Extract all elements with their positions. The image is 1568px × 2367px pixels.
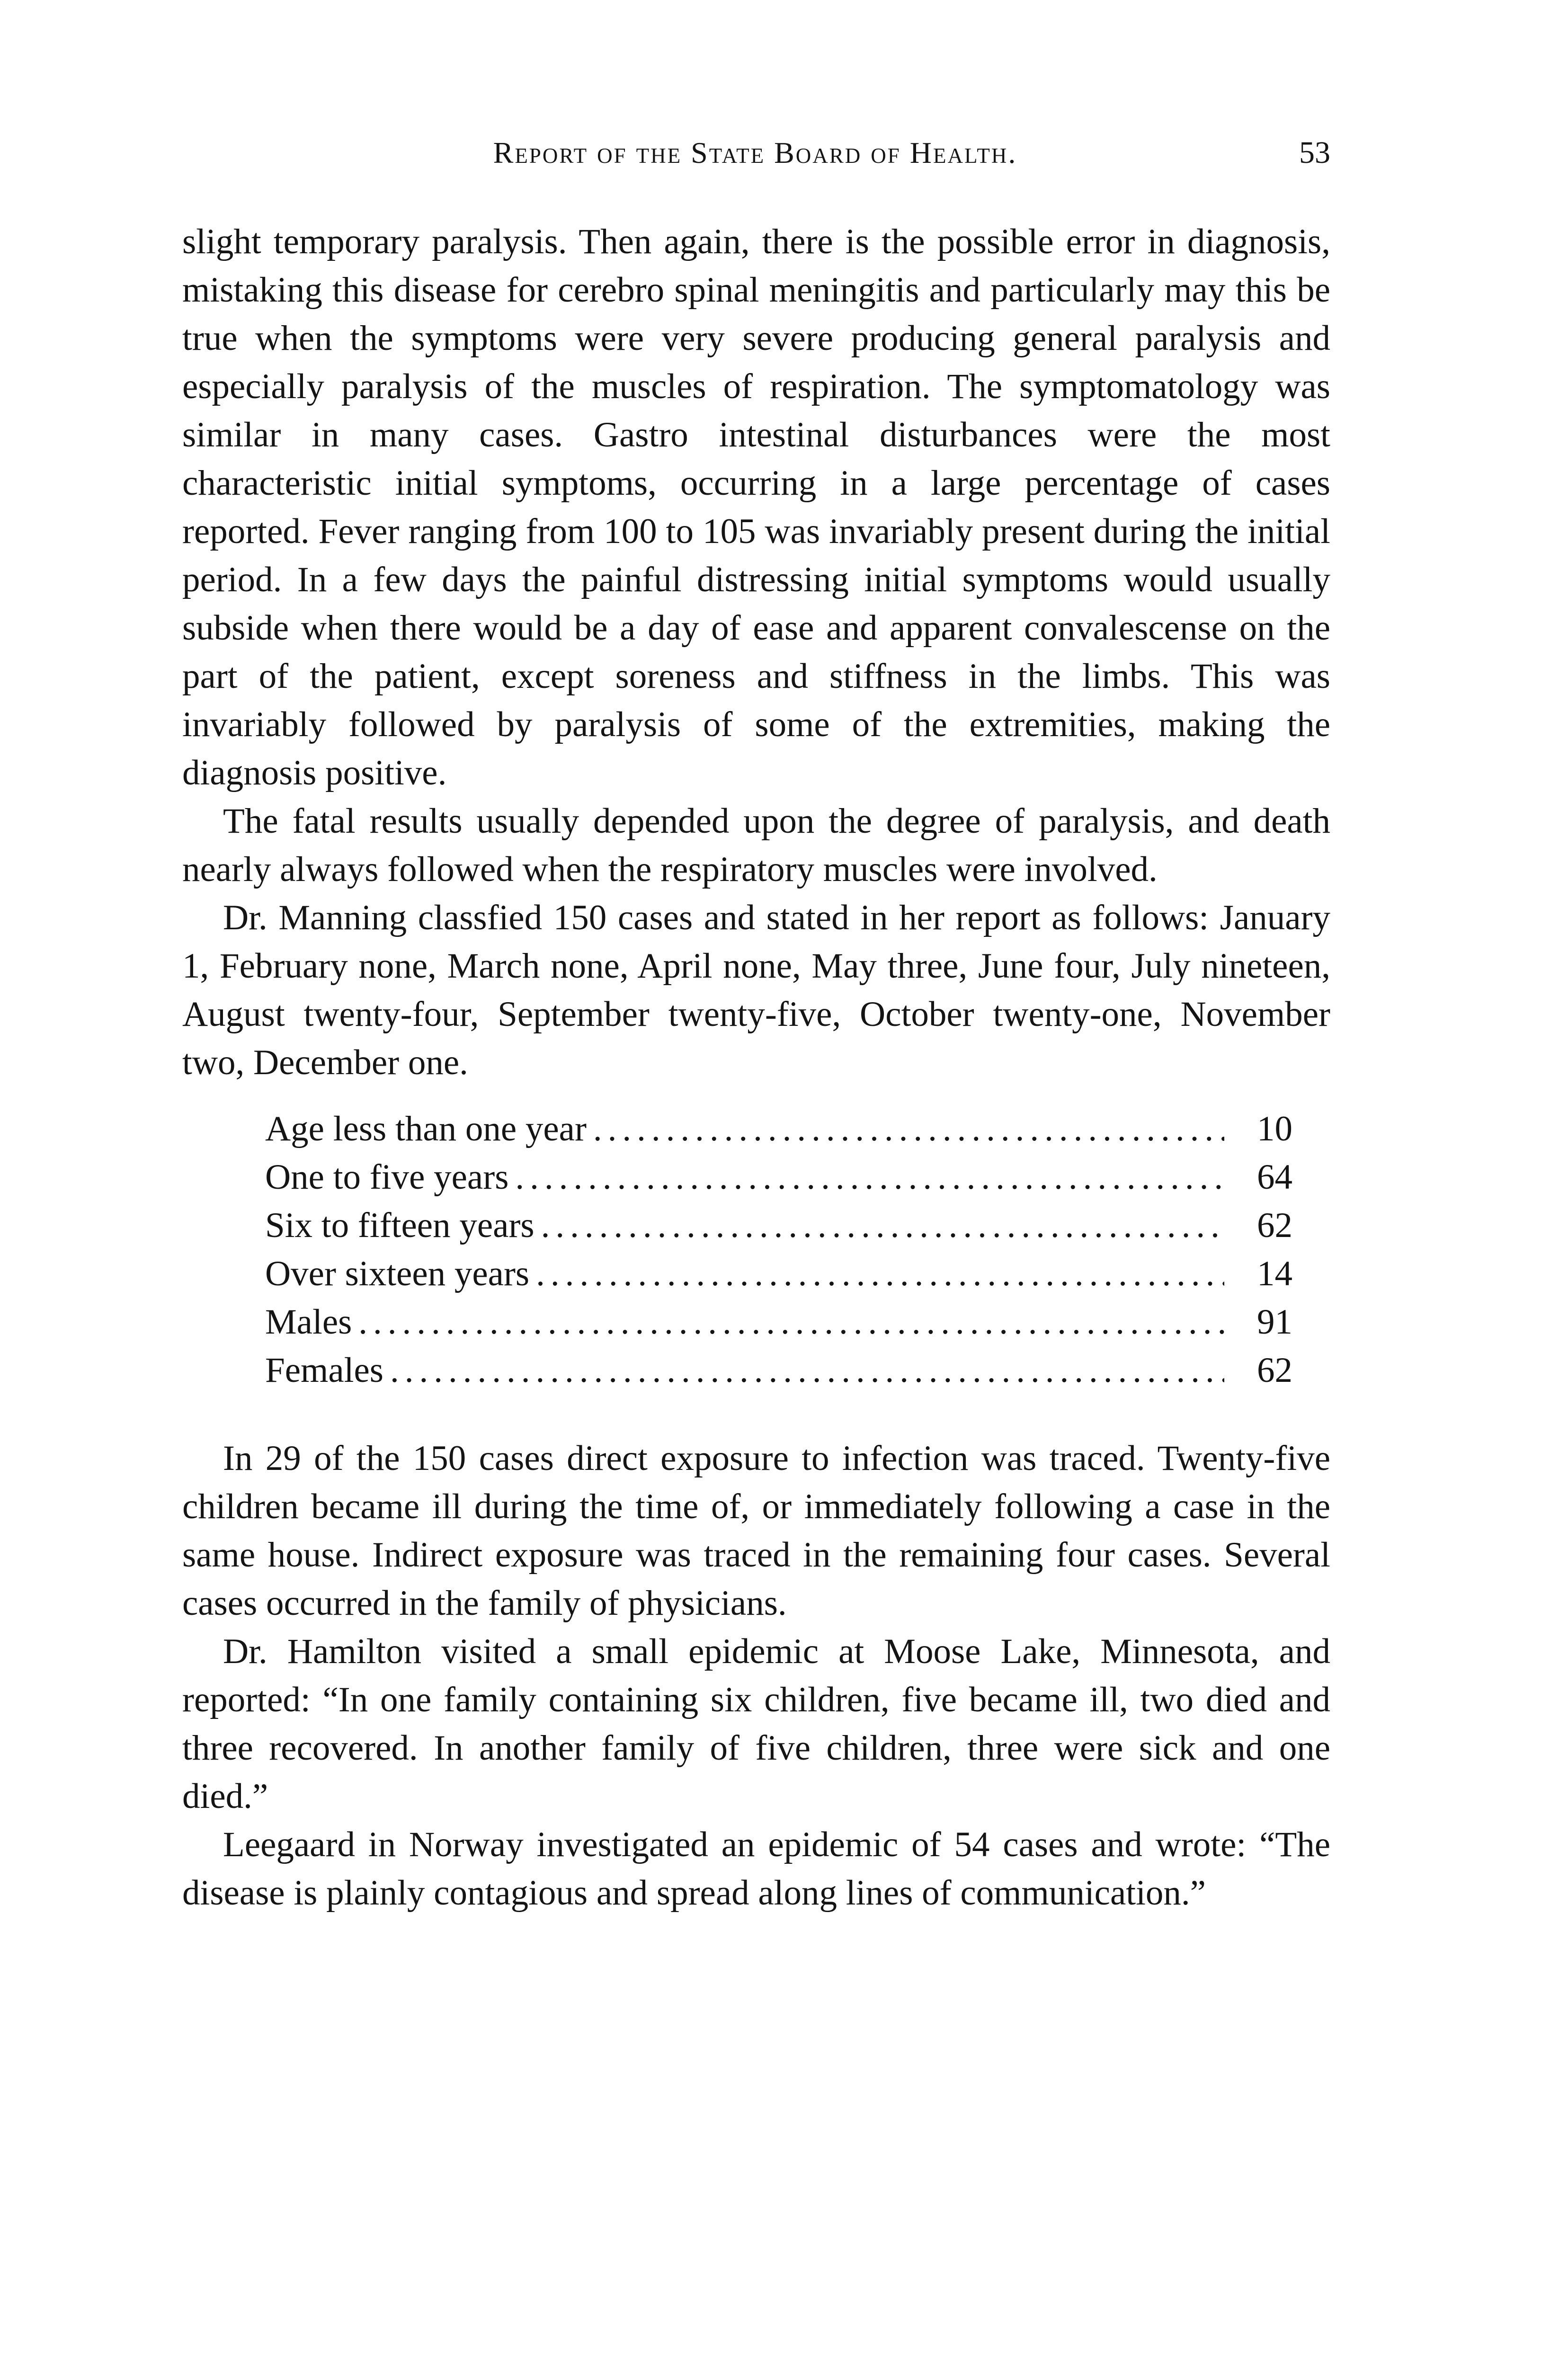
stat-row	[265, 1201, 1292, 1250]
paragraph: Leegaard in Norway investigated an epidemic of 54 cases and wrote: “The disease is plainly contagious and spread along lines of communication.”	[182, 1825, 1330, 1913]
stat-value: 91	[1257, 1302, 1292, 1342]
case-statistics-table	[182, 1105, 1330, 1395]
dot-leader	[541, 1201, 1224, 1250]
paragraph: slight temporary paralysis. Then again, there is the possible error in diagnosis, mistaking this disease for cerebro spinal meningitis and particularly may this be true when the symptoms were very severe producing general paralysis and especially paralysis of the muscles of respiration. The symptomatology was similar in many cases. Gastro intestinal disturbances were the most characteristic initial symptoms, occurring in a large percentage of cases reported. Fever ranging from 100 to 105 was invariably present during the initial period. In a few days the painful distressing initial symptoms would usually subside when there would be a day of ease and apparent convalescense on the part of the patient, except soreness and stiffness in the limbs. This was invariably followed by paralysis of some of the extremities, making the diagnosis positive.	[182, 222, 1330, 792]
stat-value: 62	[1257, 1351, 1292, 1390]
stat-row	[265, 1105, 1292, 1153]
paragraph: The fatal results usually depended upon the degree of paralysis, and death nearly always followed when the respiratory muscles were involved.	[182, 801, 1330, 889]
stat-label: Females	[265, 1351, 383, 1390]
stat-label: Age less than one year	[265, 1109, 587, 1148]
stat-label: One to five years	[265, 1157, 509, 1197]
stat-label: Six to fifteen years	[265, 1206, 535, 1245]
stat-label: Over sixteen years	[265, 1254, 530, 1293]
dot-leader	[593, 1105, 1224, 1153]
dot-leader	[536, 1250, 1224, 1298]
stat-value: 62	[1257, 1206, 1292, 1245]
stat-value: 10	[1257, 1109, 1292, 1148]
paragraph: Dr. Hamilton visited a small epidemic at Moose Lake, Minnesota, and reported: “In one family containing six children, five became ill, two died and three recovered. In another family of five children, three were sick and one died.”	[182, 1632, 1330, 1816]
stat-value: 14	[1257, 1254, 1292, 1293]
dot-leader	[358, 1298, 1224, 1346]
stat-value: 64	[1257, 1157, 1292, 1197]
paragraph: Dr. Manning classfied 150 cases and stated in her report as follows: January 1, February none, March none, April none, May three, June four, July nineteen, August twenty-four, September twenty-five, October twenty-one, November two, December one.	[182, 898, 1330, 1082]
page-number: 53	[1299, 135, 1330, 170]
dot-leader	[390, 1346, 1224, 1395]
stat-row	[265, 1250, 1292, 1298]
stat-row	[265, 1298, 1292, 1346]
paragraph: In 29 of the 150 cases direct exposure to infection was traced. Twenty-five children became ill during the time of, or immediately following a case in the same house. Indirect exposure was traced in the remaining four cases. Several cases occurred in the family of physicians.	[182, 1439, 1330, 1623]
stat-label: Males	[265, 1302, 352, 1342]
body-text	[182, 218, 1330, 1917]
running-header	[180, 127, 1330, 179]
stat-row	[265, 1346, 1292, 1395]
running-header-title: Report of the State Board of Health.	[493, 136, 1017, 169]
stat-row	[265, 1153, 1292, 1201]
dot-leader	[515, 1153, 1224, 1201]
